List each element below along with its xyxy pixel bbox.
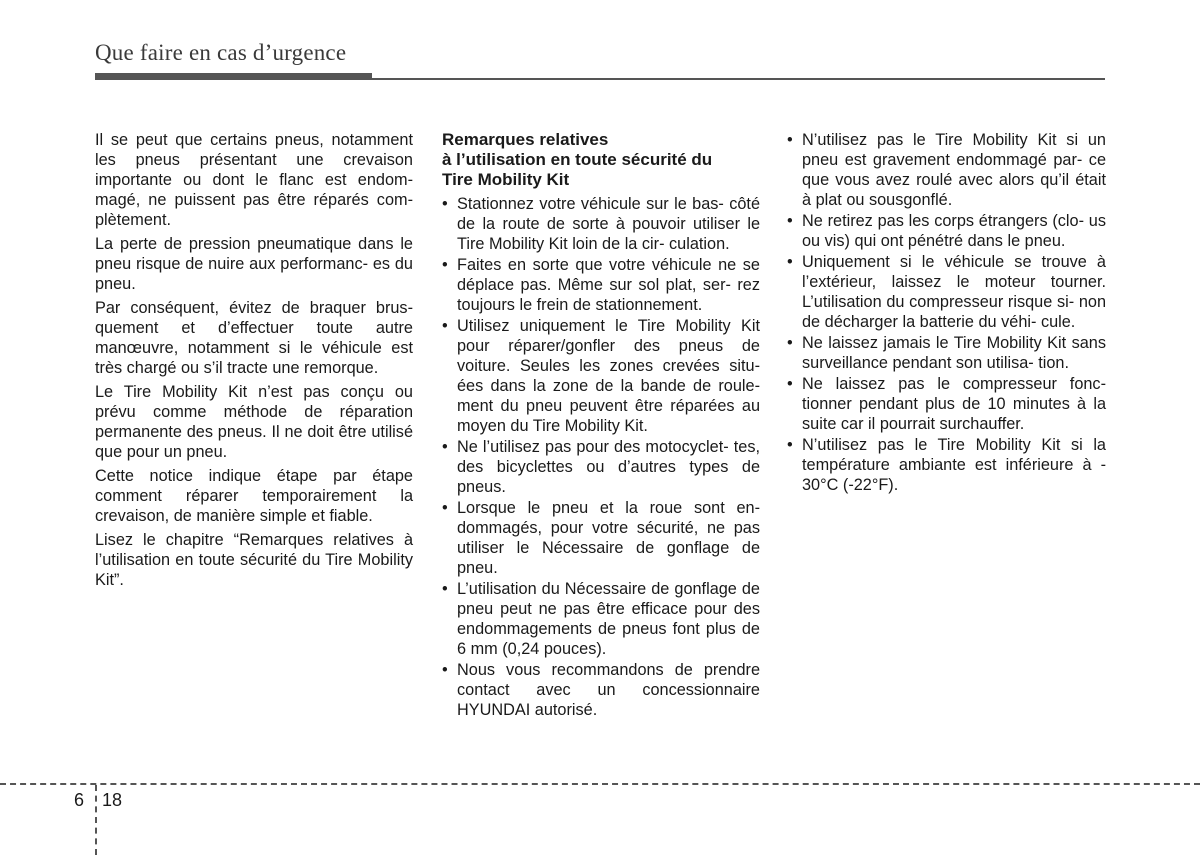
- bullet-item: • L’utilisation du Nécessaire de gonflage de pneu peut ne pas être efficace pour des endommagements de pneus font plus de 6 mm (0,24 pouces).: [442, 579, 760, 659]
- column-intro: [95, 130, 413, 594]
- header-rule-thin: [372, 78, 1105, 80]
- bullet-list: [442, 194, 760, 720]
- bullet-item: • Ne retirez pas les corps étrangers (clo- us ou vis) qui ont pénétré dans le pneu.: [787, 211, 1106, 251]
- section-heading-line: Tire Mobility Kit: [442, 170, 570, 189]
- bullet-list: [787, 130, 1106, 495]
- footer-dashed-divider: [95, 785, 97, 855]
- section-heading: [442, 130, 760, 190]
- chapter-number: 6: [74, 790, 85, 810]
- bullet-item: • Uniquement si le véhicule se trouve à l’extérieur, laissez le moteur tourner. L’utilisation du compresseur risque si- non de décharger la batterie du véhi- cule.: [787, 252, 1106, 332]
- paragraph: Lisez le chapitre “Remarques relatives à l’utilisation en toute sécurité du Tire Mobility Kit”.: [95, 531, 413, 589]
- section-heading-line: à l’utilisation en toute sécurité du: [442, 150, 713, 169]
- bullet-item: • Stationnez votre véhicule sur le bas- côté de la route de sorte à pouvoir utiliser le Tire Mobility Kit loin de la cir- culation.: [442, 194, 760, 254]
- bullet-item: • Utilisez uniquement le Tire Mobility Kit pour réparer/gonfler des pneus de voiture. Seules les zones crevées situ- ées dans la zone de la bande de roule- ment du pneu peuvent être réparées au moyen du Tire Mobility Kit.: [442, 316, 760, 436]
- bullet-item: • N’utilisez pas le Tire Mobility Kit si la température ambiante est inférieure à - 30°C (-22°F).: [787, 435, 1106, 495]
- header-rule-thick: [95, 73, 372, 80]
- bullet-item: • Faites en sorte que votre véhicule ne se déplace pas. Même sur sol plat, ser- rez toujours le frein de stationnement.: [442, 255, 760, 315]
- paragraph: Il se peut que certains pneus, notamment les pneus présentant une crevaison importante ou dont le flanc est endom- magé, ne puissent pas être réparés com- plètement.: [95, 131, 413, 229]
- bullet-item: • Ne laissez jamais le Tire Mobility Kit sans surveillance pendant son utilisa- tion.: [787, 333, 1106, 373]
- page-number: 18: [102, 790, 123, 810]
- bullet-item: • Nous vous recommandons de prendre contact avec un concessionnaire HYUNDAI autorisé.: [442, 660, 760, 720]
- paragraph: Cette notice indique étape par étape comment réparer temporairement la crevaison, de manière simple et fiable.: [95, 467, 413, 525]
- bullet-item: • Ne laissez pas le compresseur fonc- tionner pendant plus de 10 minutes à la suite car il pourrait surchauffer.: [787, 374, 1106, 434]
- paragraph: La perte de pression pneumatique dans le pneu risque de nuire aux performanc- es du pneu.: [95, 235, 413, 293]
- column-safety-notes: [442, 130, 760, 721]
- paragraph: Le Tire Mobility Kit n’est pas conçu ou prévu comme méthode de réparation permanente des pneus. Il ne doit être utilisé que pour un pneu.: [95, 383, 413, 461]
- column-safety-notes-continued: [787, 130, 1106, 496]
- footer-dashed-rule: [0, 783, 1200, 785]
- bullet-item: • Ne l’utilisez pas pour des motocyclet- tes, des bicyclettes ou d’autres types de pneus.: [442, 437, 760, 497]
- bullet-item: • Lorsque le pneu et la roue sont en- dommagés, pour votre sécurité, ne pas utiliser le Nécessaire de gonflage de pneu.: [442, 498, 760, 578]
- page-header-title: Que faire en cas d’urgence: [95, 40, 347, 65]
- section-heading-line: Remarques relatives: [442, 130, 609, 149]
- bullet-item: • N’utilisez pas le Tire Mobility Kit si un pneu est gravement endommagé par- ce que vous avez roulé avec alors qu’il était à plat ou sousgonflé.: [787, 130, 1106, 210]
- paragraph: Par conséquent, évitez de braquer brus- quement et d’effectuer toute autre manœuvre, notamment si le véhicule est très chargé ou s’il tracte une remorque.: [95, 299, 413, 377]
